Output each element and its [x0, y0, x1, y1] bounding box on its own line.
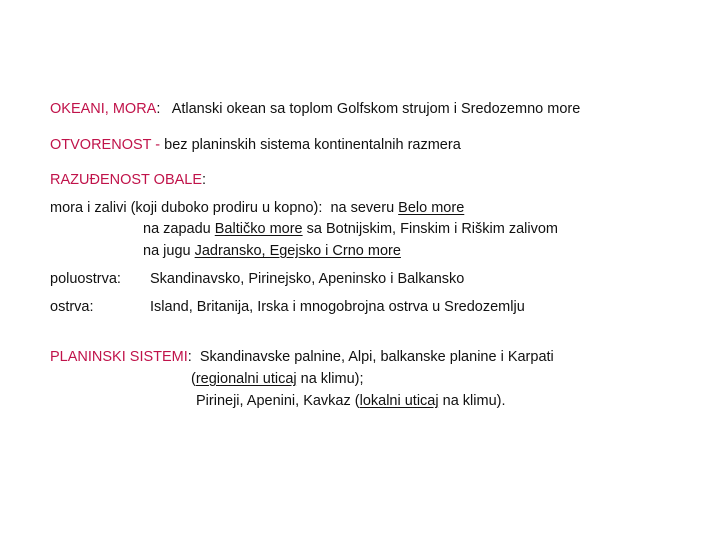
- islands-text: Island, Britanija, Irska i mnogobrojna ostrva u Sredozemlju: [150, 299, 525, 315]
- oceans-text: Atlanski okean sa toplom Golfskom strujom i Sredozemno more: [171, 101, 581, 117]
- oceans-colon: :: [156, 101, 161, 117]
- oceans-heading: OKEANI, MORA: [50, 101, 157, 117]
- seas-south-underlined: Jadransko, Egejsko i Crno more: [194, 243, 401, 259]
- seas-west-suffix: sa Botnijskim, Finskim i Riškim zalivom: [302, 221, 559, 237]
- islands-line: [50, 298, 525, 316]
- mountains-local-underlined: lokalni uticaj: [359, 393, 439, 409]
- mountains-regional-open: (: [191, 371, 196, 387]
- coast-heading: RAZUĐENOST OBALE: [50, 172, 203, 188]
- openness-heading: OTVORENOST: [50, 137, 152, 153]
- seas-south-line: [143, 242, 401, 260]
- peninsulas-text: Skandinavsko, Pirinejsko, Apeninsko i Balkansko: [150, 271, 465, 287]
- mountains-regional-rest: na klimu);: [296, 371, 364, 387]
- mountains-colon: :: [187, 349, 192, 365]
- seas-west-underlined: Baltičko more: [214, 221, 303, 237]
- mountains-text: Skandinavske palnine, Alpi, balkanske planine i Karpati: [199, 349, 554, 365]
- mountains-heading: PLANINSKI SISTEMI: [50, 349, 188, 365]
- islands-label: ostrva:: [50, 299, 94, 315]
- mountains-local-line: [196, 392, 506, 410]
- peninsulas-label: poluostrva:: [50, 271, 121, 287]
- openness-text: bez planinskih sistema kontinentalnih razmera: [164, 137, 461, 153]
- mountains-line: [50, 348, 554, 366]
- seas-north-line: [50, 199, 464, 217]
- coast-line: [50, 171, 206, 189]
- seas-south-prefix: na jugu: [143, 243, 195, 259]
- mountains-local-prefix: Pirineji, Apenini, Kavkaz (: [196, 393, 360, 409]
- seas-intro: mora i zalivi (koji duboko prodiru u kopno): na severu: [50, 200, 399, 216]
- seas-north-underlined: Belo more: [398, 200, 465, 216]
- openness-line: [50, 136, 461, 154]
- openness-dash: -: [155, 137, 161, 153]
- seas-west-prefix: na zapadu: [143, 221, 215, 237]
- mountains-local-rest: na klimu).: [438, 393, 506, 409]
- seas-west-line: [143, 220, 558, 238]
- mountains-regional-line: [191, 370, 364, 388]
- peninsulas-line: [50, 270, 464, 288]
- coast-colon: :: [202, 172, 207, 188]
- oceans-line: [50, 100, 580, 118]
- mountains-regional-underlined: regionalni uticaj: [195, 371, 297, 387]
